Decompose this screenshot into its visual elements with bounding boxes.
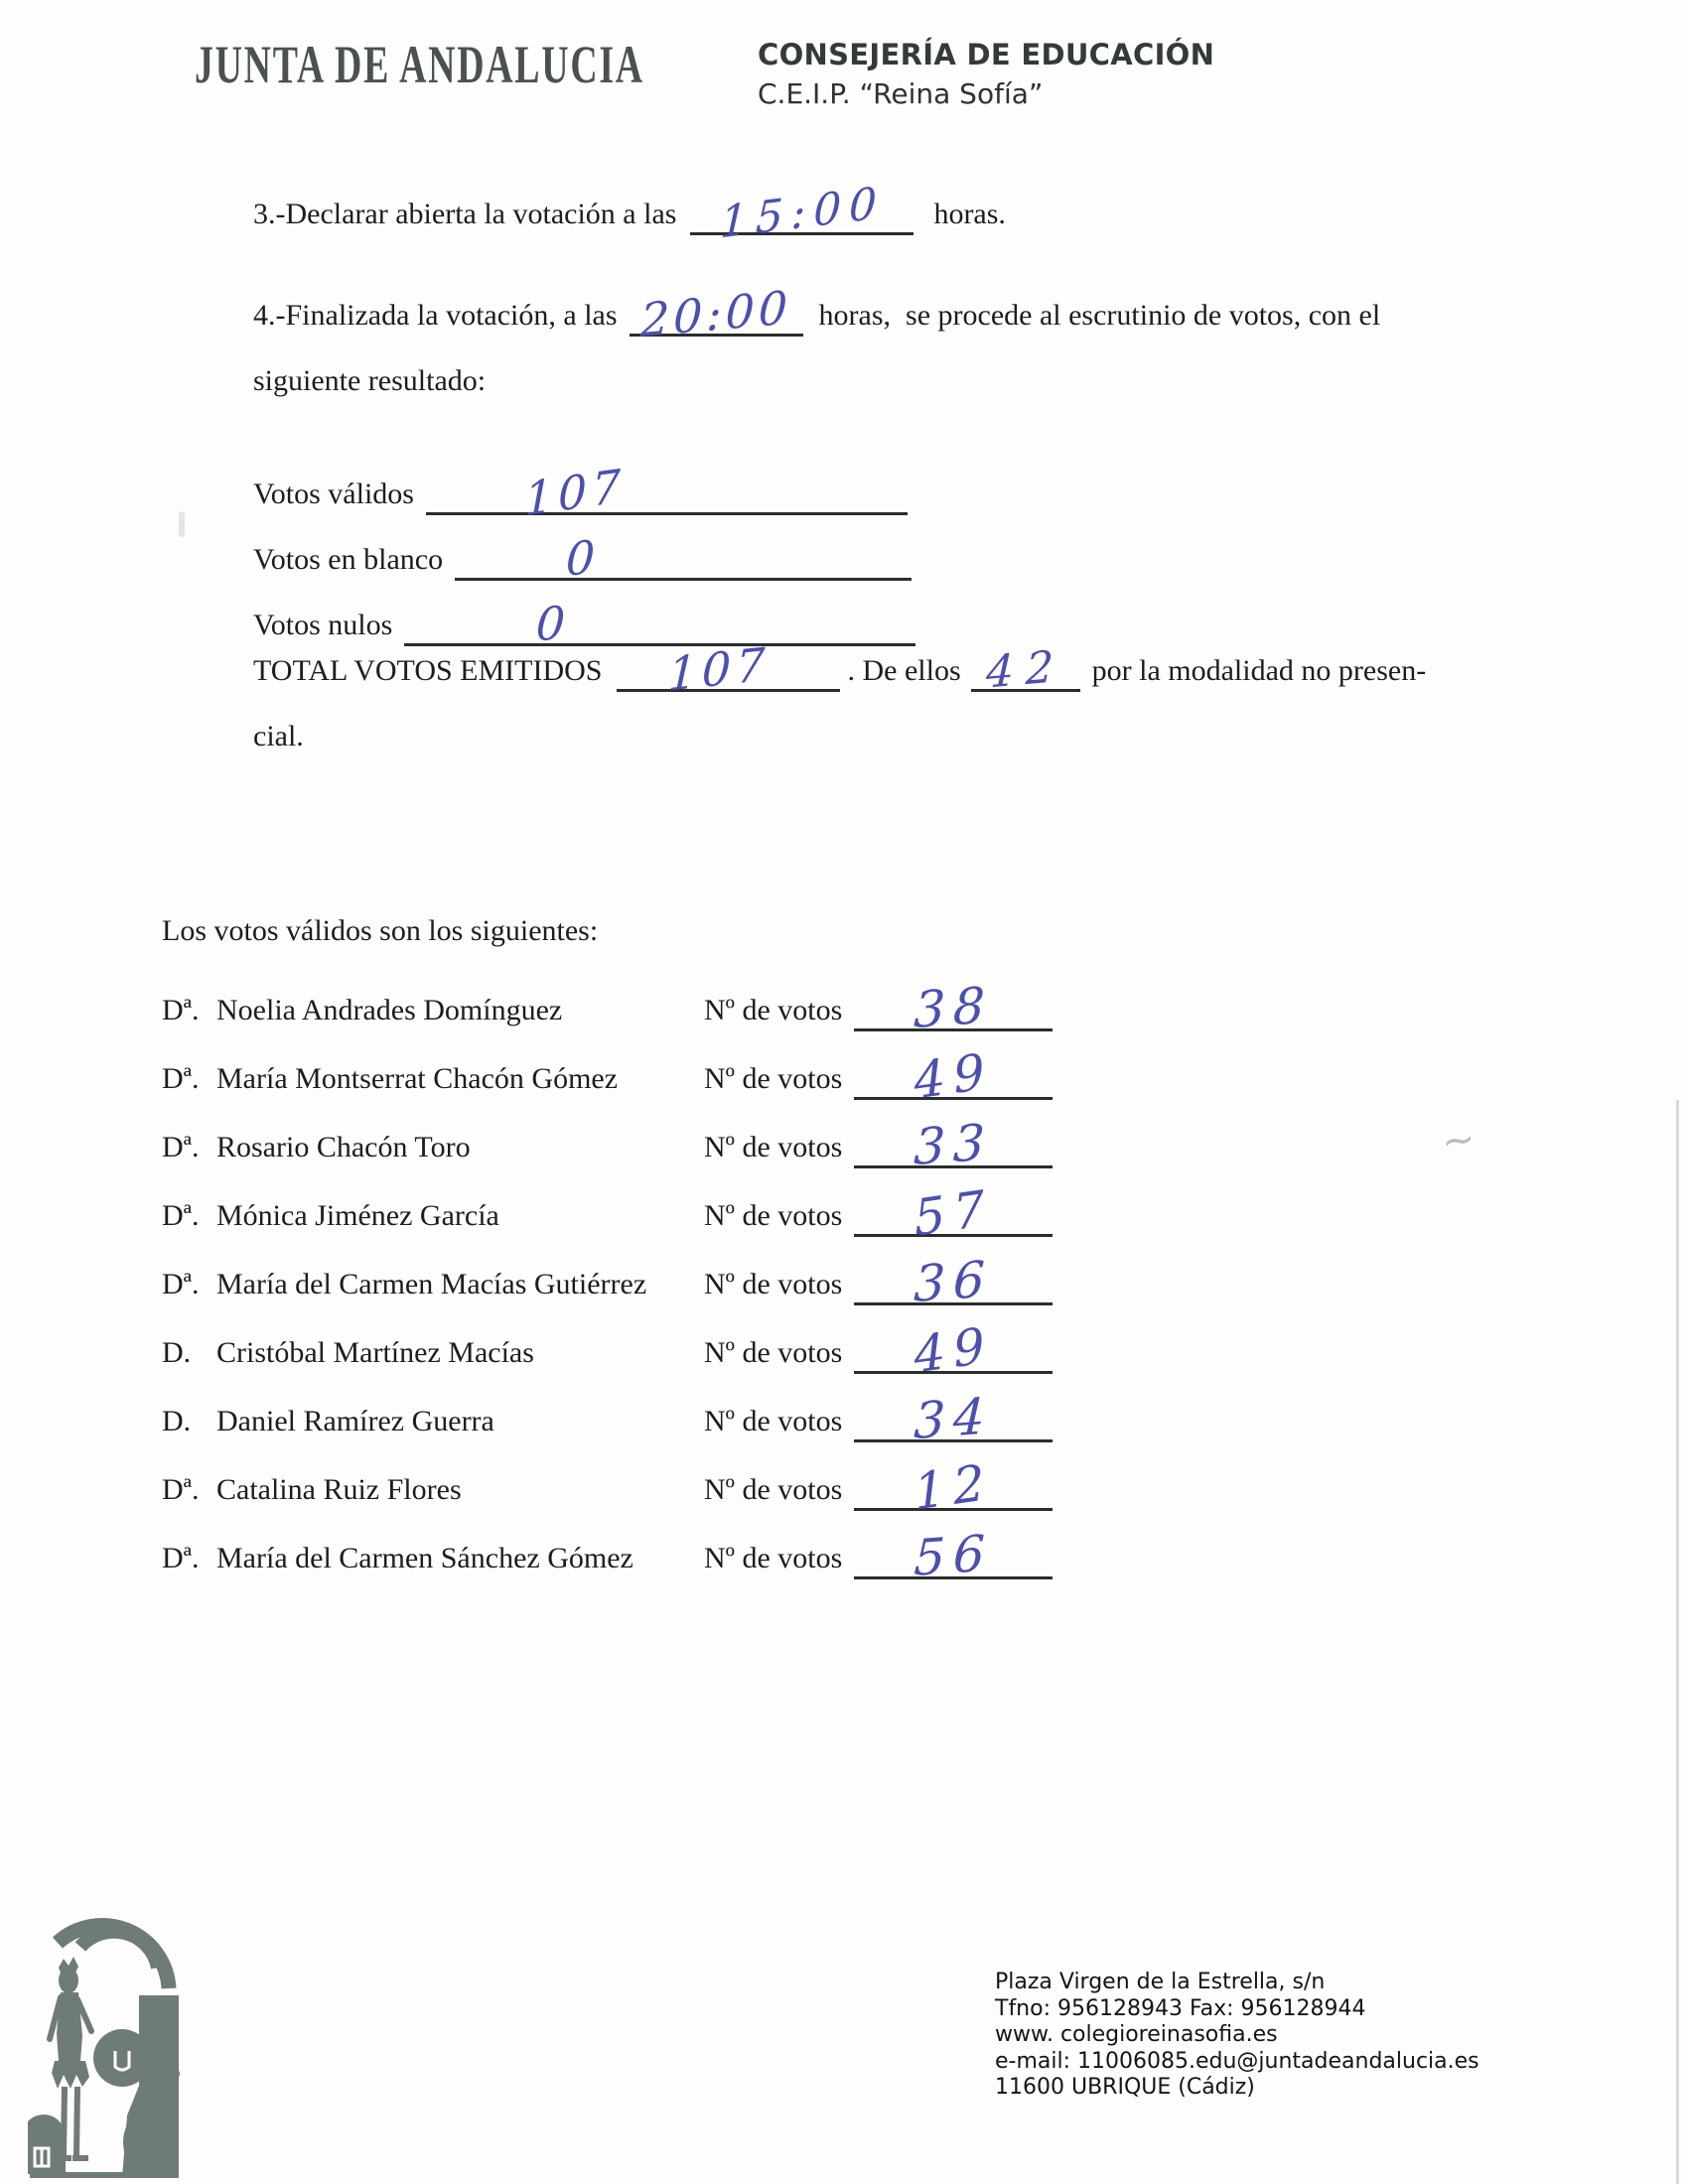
junta-de-andalucia-wordmark: JUNTA DE ANDALUCIA — [195, 35, 644, 94]
candidate-honorific: D. — [162, 1336, 192, 1369]
remote-votes-underline — [971, 640, 1080, 699]
candidate-row — [162, 1041, 1053, 1111]
candidate-honorific: Dª. — [162, 1131, 200, 1163]
null-votes-label: Votos nulos — [253, 609, 393, 641]
item4-line2: siguiente resultado: — [253, 364, 487, 397]
handwritten-total-votes: 107 — [666, 636, 772, 702]
votes-count-label: Nº de votos — [704, 1473, 843, 1506]
candidate-name: Noelia Andrades Domínguez — [216, 994, 563, 1026]
candidate-name: María del Carmen Macías Gutiérrez — [216, 1268, 647, 1300]
contact-website: www. colegioreinasofia.es — [995, 2022, 1278, 2047]
header-right-block — [758, 38, 1214, 110]
scan-smudge — [179, 511, 185, 537]
candidate-row — [162, 1178, 1053, 1248]
item3-text: 3.-Declarar abierta la votación a las — [253, 198, 677, 230]
handwritten-votes-count: 34 — [913, 1387, 995, 1450]
handwritten-votes-count: 12 — [912, 1452, 995, 1522]
votes-count-label: Nº de votos — [704, 994, 843, 1026]
candidate-row — [162, 1113, 1053, 1176]
candidate-name: Rosario Chacón Toro — [216, 1131, 471, 1163]
votes-count-underline — [854, 976, 1053, 1039]
votes-count-label: Nº de votos — [704, 1268, 843, 1300]
handwritten-votes-count: 38 — [913, 976, 995, 1039]
contact-address: Plaza Virgen de la Estrella, s/n — [995, 1970, 1326, 1994]
blank-votes-underline — [455, 529, 912, 587]
handwritten-votes-count: 33 — [913, 1113, 995, 1176]
opening-time-underline — [690, 177, 914, 249]
candidate-name: Mónica Jiménez García — [216, 1199, 499, 1232]
valid-votes-underline — [426, 458, 908, 527]
de-ellos-text: . De ellos — [847, 654, 961, 687]
total-votes-suffix2: cial. — [253, 720, 304, 752]
votes-count-label: Nº de votos — [704, 1131, 843, 1163]
candidate-honorific: Dª. — [162, 1473, 200, 1506]
votes-count-underline — [854, 1113, 1053, 1176]
total-votes-underline — [617, 636, 840, 702]
null-votes-line — [253, 595, 915, 652]
handwritten-null-votes: 0 — [534, 595, 572, 652]
handwritten-votes-count: 57 — [912, 1178, 995, 1248]
item4-text: 4.-Finalizada la votación, a las — [253, 299, 618, 332]
candidate-honorific: Dª. — [162, 1268, 200, 1300]
votes-count-label: Nº de votos — [704, 1336, 843, 1369]
votes-count-underline — [854, 1178, 1053, 1248]
votes-count-underline — [854, 1041, 1053, 1111]
total-votes-line — [253, 636, 1427, 702]
votes-count-label: Nº de votos — [704, 1405, 843, 1437]
total-votes-suffix: por la modalidad no presen- — [1091, 654, 1427, 687]
candidate-row — [162, 1387, 1053, 1450]
candidate-row — [162, 1524, 1053, 1587]
valid-votes-line — [253, 458, 908, 527]
candidate-name: María Montserrat Chacón Gómez — [216, 1062, 619, 1095]
paragraph-item-4 — [253, 280, 1381, 347]
candidate-row — [162, 1250, 1053, 1313]
scan-edge-line — [1676, 1100, 1679, 2184]
total-votes-label: TOTAL VOTOS EMITIDOS — [253, 654, 603, 687]
candidate-row — [162, 1315, 1053, 1385]
contact-email: e-mail: 11006085.edu@juntadeandalucia.es — [995, 2048, 1479, 2074]
handwritten-remote-votes: 42 — [984, 640, 1066, 699]
votes-count-underline — [854, 1524, 1053, 1587]
closing-time-underline — [630, 280, 803, 347]
scan-artifact-mark: ~ — [1438, 1115, 1478, 1166]
item3-suffix: horas. — [933, 198, 1006, 230]
candidate-row — [162, 976, 1053, 1039]
candidate-row — [162, 1452, 1053, 1522]
org-title: CONSEJERÍA DE EDUCACIÓN — [758, 38, 1215, 71]
candidate-name: Catalina Ruiz Flores — [216, 1473, 462, 1506]
contact-block — [995, 1970, 1479, 2102]
candidate-name: María del Carmen Sánchez Gómez — [216, 1542, 633, 1574]
handwritten-blank-votes: 0 — [564, 529, 601, 587]
null-votes-underline — [404, 595, 915, 652]
candidate-honorific: D. — [162, 1405, 192, 1437]
valid-votes-label: Votos válidos — [253, 478, 414, 510]
handwritten-votes-count: 49 — [912, 1315, 995, 1385]
candidate-list — [162, 976, 1053, 1609]
item4-suffix: horas, se procede al escrutinio de votos, con el — [818, 299, 1381, 332]
handwritten-valid-votes: 107 — [524, 458, 627, 527]
contact-city: 11600 UBRIQUE (Cádiz) — [995, 2075, 1255, 2100]
handwritten-closing-time: 20:00 — [639, 280, 792, 347]
votes-count-label: Nº de votos — [704, 1542, 843, 1574]
blank-votes-label: Votos en blanco — [253, 543, 444, 576]
votes-count-underline — [854, 1452, 1053, 1522]
blank-votes-line — [253, 529, 912, 587]
votes-count-label: Nº de votos — [704, 1199, 843, 1232]
contact-phone-fax: Tfno: 956128943 Fax: 956128944 — [995, 1995, 1366, 2021]
handwritten-opening-time: 15:00 — [719, 177, 886, 249]
candidate-honorific: Dª. — [162, 1062, 200, 1095]
candidate-name: Daniel Ramírez Guerra — [216, 1405, 494, 1437]
handwritten-votes-count: 49 — [912, 1041, 995, 1111]
votes-count-underline — [854, 1387, 1053, 1450]
junta-de-andalucia-emblem — [28, 1862, 242, 2178]
candidate-honorific: Dª. — [162, 1542, 200, 1574]
votes-count-label: Nº de votos — [704, 1062, 843, 1095]
votes-count-underline — [854, 1315, 1053, 1385]
handwritten-votes-count: 36 — [913, 1250, 995, 1313]
school-name: C.E.I.P. “Reina Sofía” — [758, 77, 1044, 110]
paragraph-item-3 — [253, 177, 1006, 249]
votes-count-underline — [854, 1250, 1053, 1313]
handwritten-votes-count: 56 — [913, 1524, 995, 1587]
candidate-honorific: Dª. — [162, 994, 200, 1026]
valid-votes-list-intro: Los votos válidos son los siguientes: — [162, 914, 599, 947]
candidate-name: Cristóbal Martínez Macías — [216, 1336, 534, 1369]
candidate-honorific: Dª. — [162, 1199, 200, 1232]
